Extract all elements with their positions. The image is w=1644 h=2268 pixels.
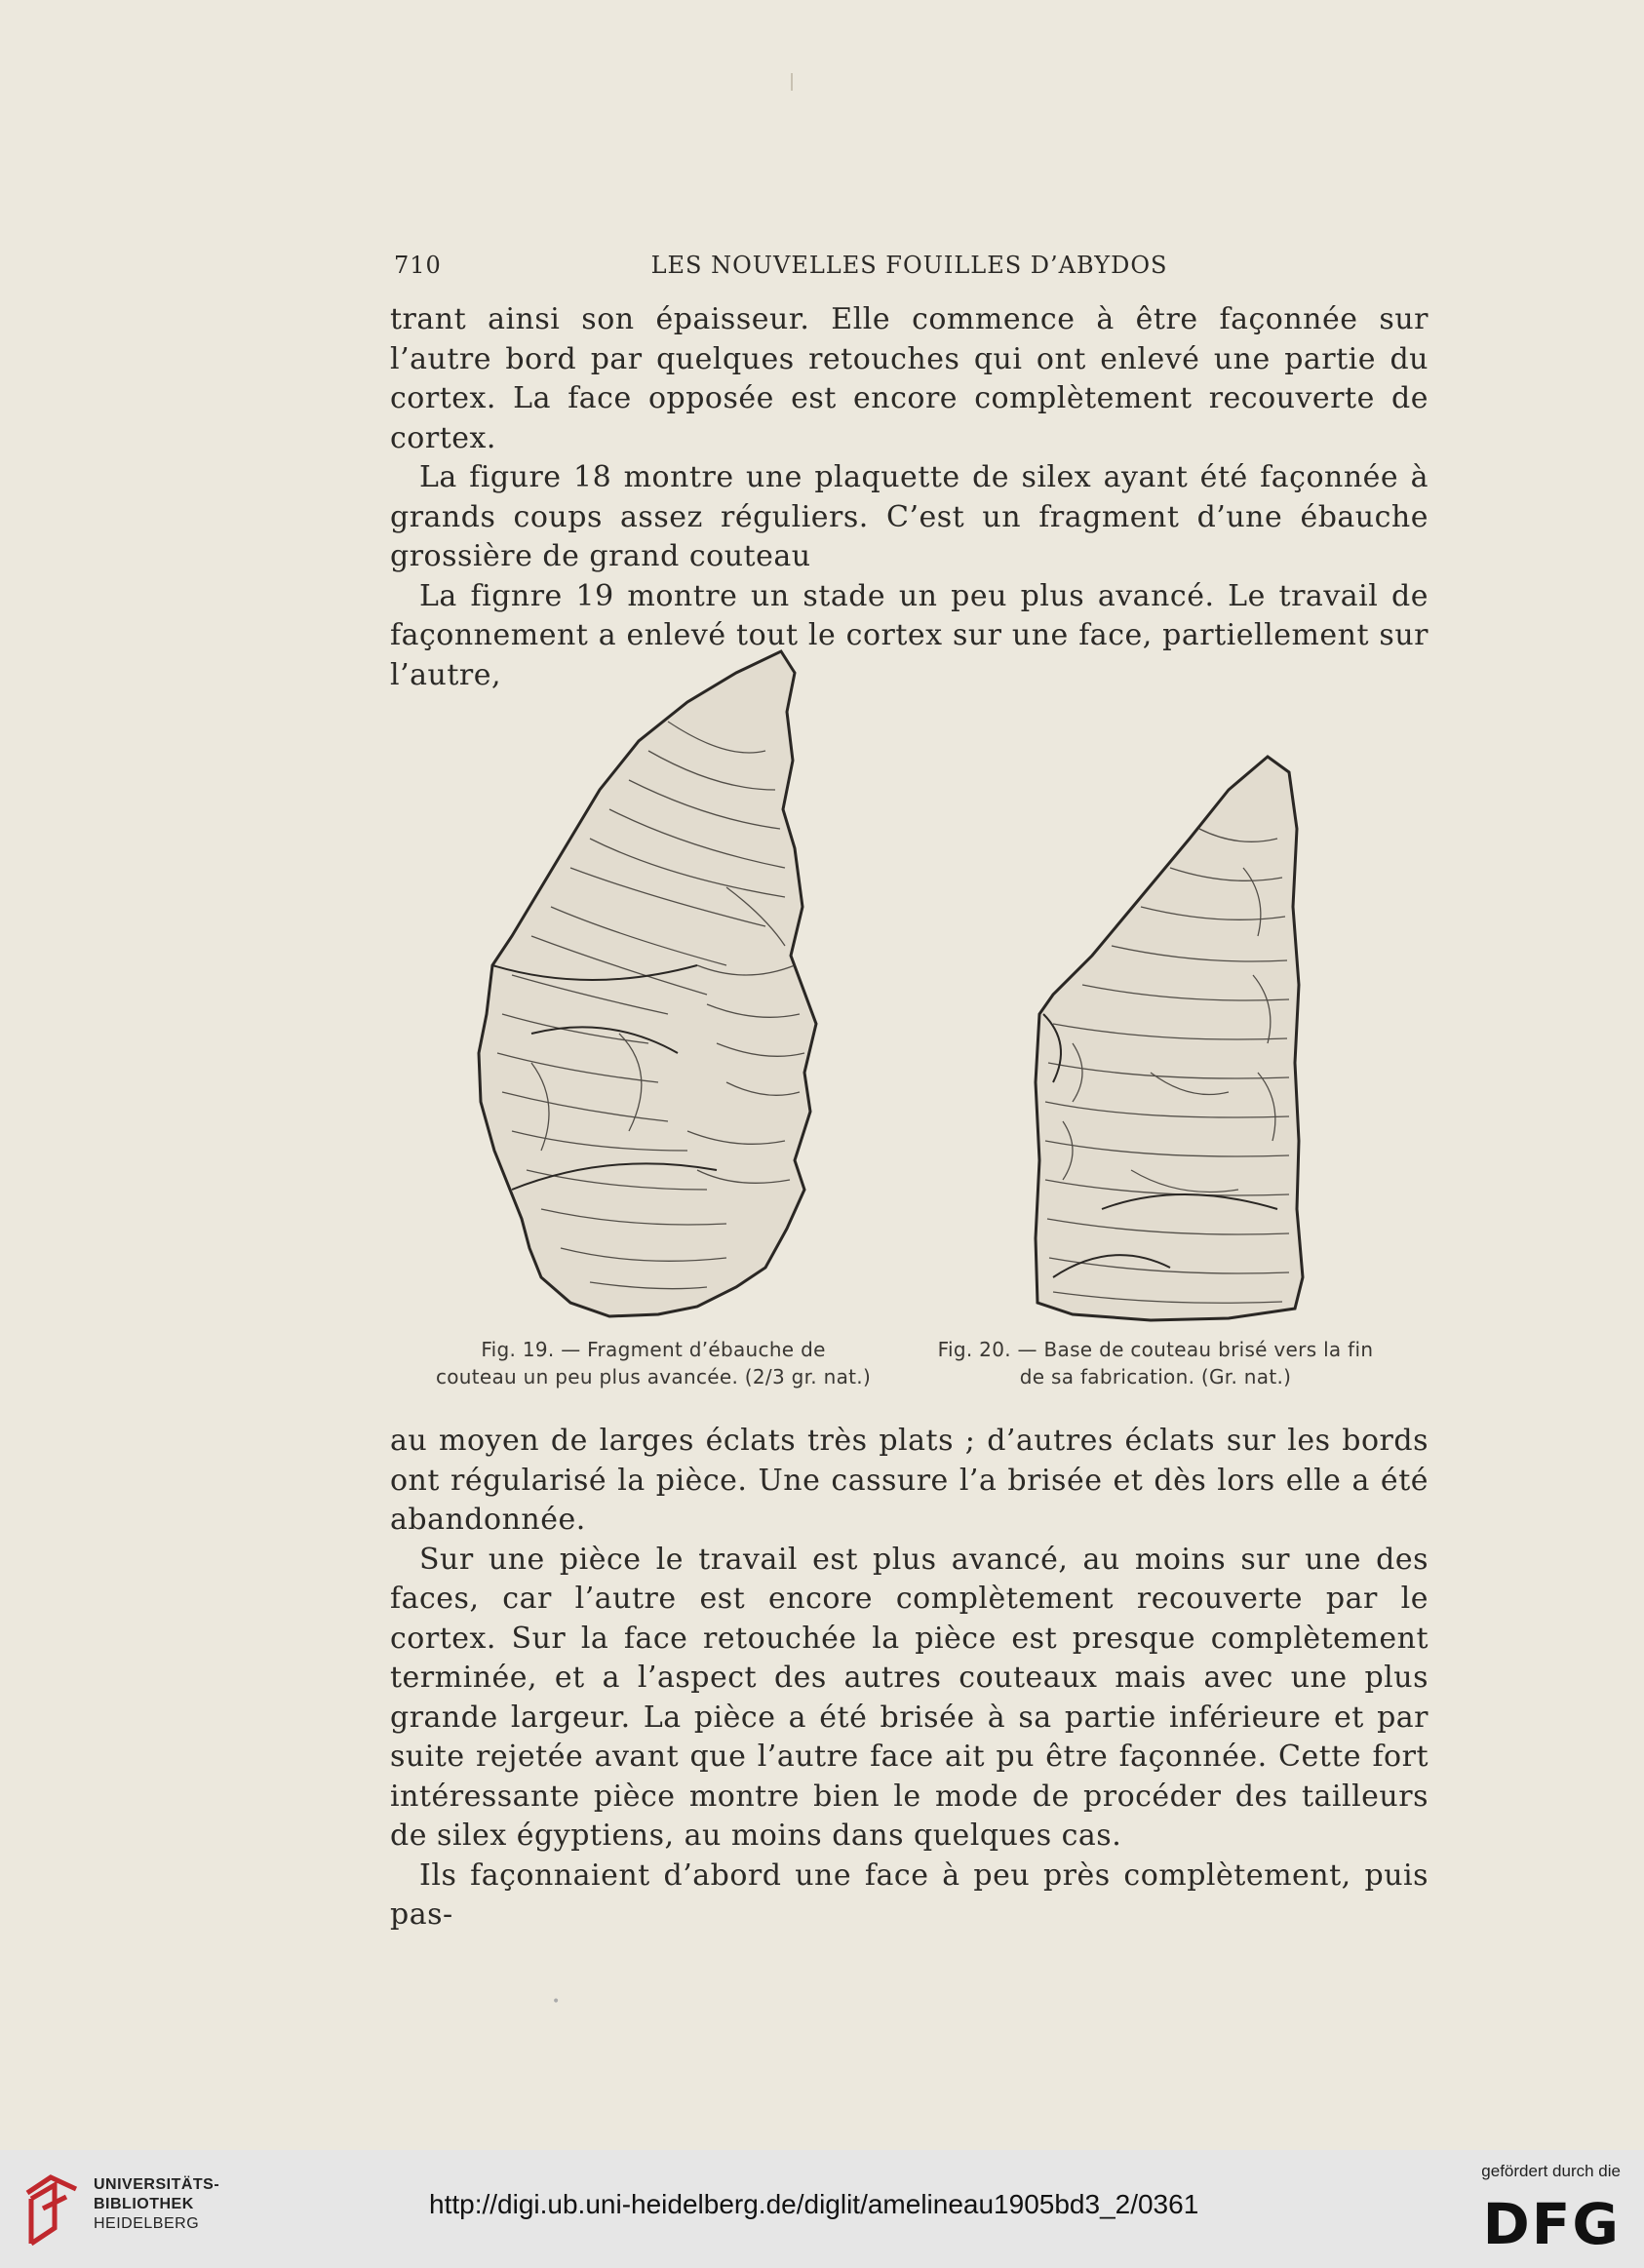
paragraph: La fignre 19 montre un stade un peu plus avancé. Le travail de façonnement a enlevé tout le cortex sur une face, partiellement sur l’autre, bbox=[390, 578, 1429, 692]
margin-mark bbox=[791, 73, 793, 91]
paragraph: Ils façonnaient d’abord une face à peu près complètement, puis pas- bbox=[390, 1857, 1429, 1932]
paragraph: au moyen de larges éclats très plats ; d’autres éclats sur les bords ont régularisé la pièce. Une cassure l’a brisée et dès lors elle a été abandonnée. bbox=[390, 1424, 1429, 1537]
caption-line: Fig. 20. — Base de couteau brisé vers la fin bbox=[937, 1338, 1374, 1361]
page-number: 710 bbox=[394, 252, 442, 279]
library-name bbox=[94, 2175, 219, 2234]
figure-20-caption bbox=[907, 1336, 1404, 1390]
library-logo-icon[interactable] bbox=[18, 2170, 86, 2251]
figure-19-flint-drawing bbox=[473, 644, 824, 1321]
paragraph: Sur une pièce le travail est plus avancé, au moins sur une des faces, car l’autre est encore complètement recouverte par le cortex. Sur la face retouchée la pièce est presque complètement terminée, et a l’aspect des autres couteaux mais avec une plus grande largeur. La pièce a été brisée à sa partie inférieure et par suite rejetée avant que l’autre face ait pu être façonnée. Cette fort intéressante pièce montre bien le mode de procéder des tailleurs de silex égyptiens, au moins dans quelques cas. bbox=[390, 1542, 1429, 1853]
text-block-top bbox=[390, 300, 1429, 695]
figure-20-knife-drawing bbox=[1034, 751, 1316, 1326]
paragraph: trant ainsi son épaisseur. Elle commence à être façonnée sur l’autre bord par quelques retouches qui ont enlevé une partie du cortex. La face opposée est encore complètement recouverte de cortex. bbox=[390, 302, 1429, 455]
paragraph: La figure 18 montre une plaquette de silex ayant été façonnée à grands coups assez réguliers. C’est un fragment d’une ébauche grossière de grand couteau bbox=[390, 460, 1429, 573]
funding-label: gefördert durch die bbox=[1481, 2162, 1621, 2180]
permalink-url[interactable]: http://digi.ub.uni-heidelberg.de/diglit/amelineau1905bd3_2/0361 bbox=[429, 2189, 1199, 2219]
caption-line: de sa fabrication. (Gr. nat.) bbox=[1019, 1365, 1292, 1388]
library-name-line: HEIDELBERG bbox=[94, 2215, 200, 2232]
caption-line: couteau un peu plus avancée. (2/3 gr. nat.) bbox=[435, 1365, 872, 1388]
dfg-logo[interactable]: DFG bbox=[1482, 2191, 1621, 2257]
page-header bbox=[390, 252, 1429, 285]
running-title: LES NOUVELLES FOUILLES D’ABYDOS bbox=[650, 252, 1168, 279]
figure-19-caption bbox=[400, 1336, 907, 1390]
stray-mark: • bbox=[552, 1994, 561, 2010]
library-name-line: UNIVERSITÄTS- bbox=[94, 2176, 220, 2193]
caption-line: Fig. 19. — Fragment d’ébauche de bbox=[481, 1338, 826, 1361]
library-name-line: BIBLIOTHEK bbox=[94, 2196, 194, 2212]
text-block-bottom bbox=[390, 1422, 1429, 1936]
viewer-footer bbox=[0, 2150, 1644, 2268]
